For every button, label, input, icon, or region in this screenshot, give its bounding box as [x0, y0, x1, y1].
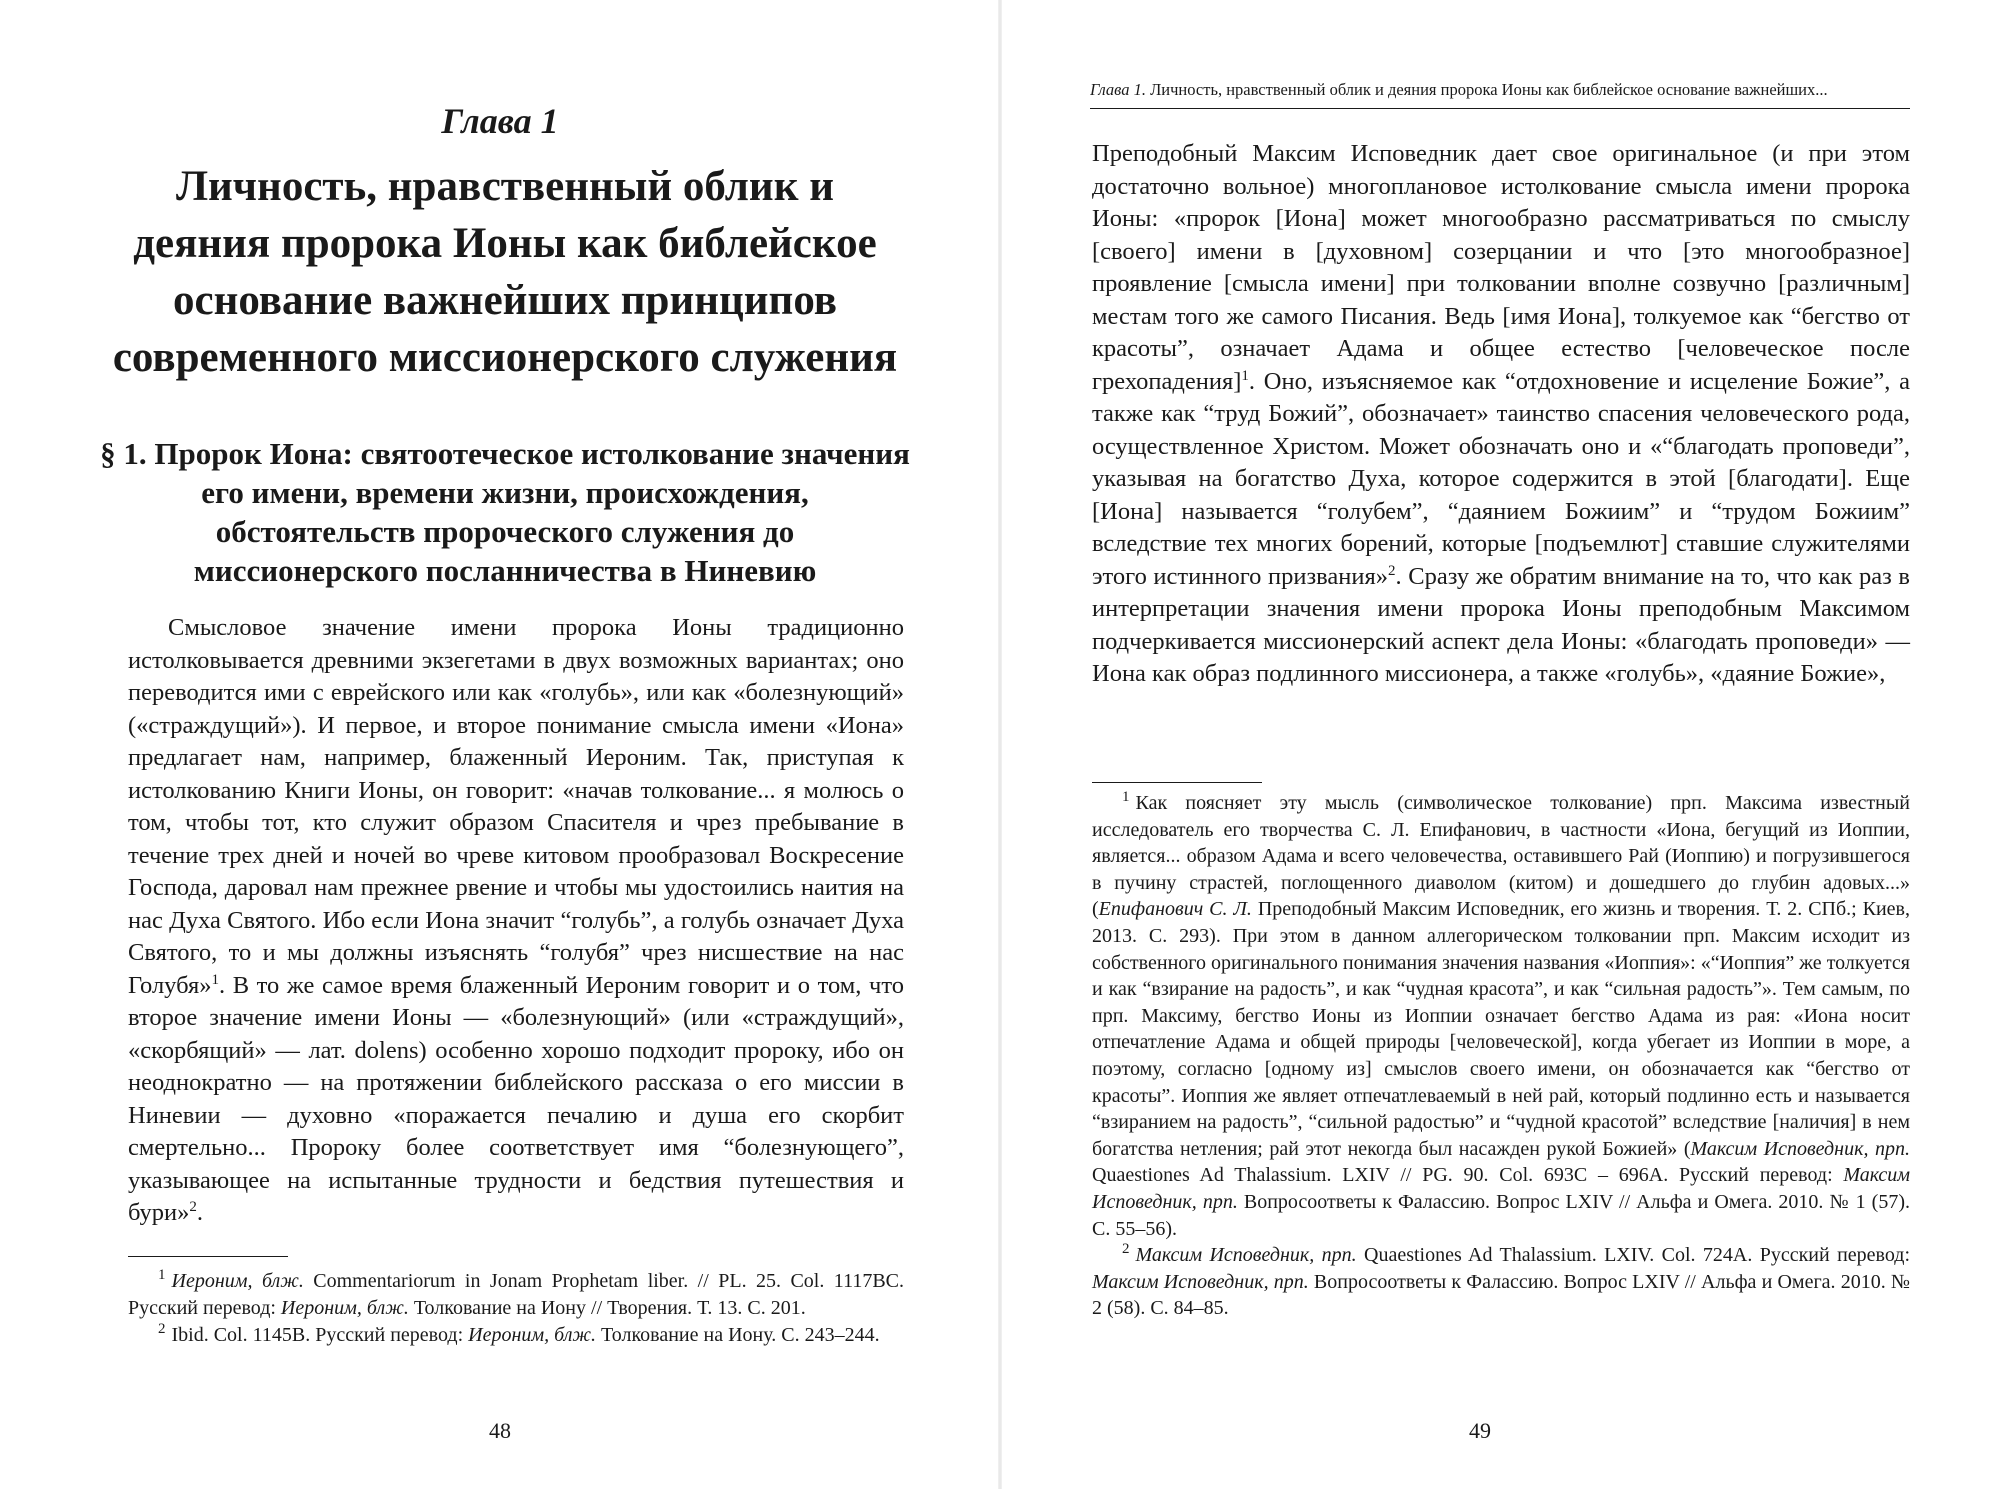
footnote-author: Максим Исповедник, прп.	[1135, 1244, 1357, 1267]
footnote-author: Епифанович С. Л.	[1098, 898, 1252, 921]
footnote	[128, 1322, 904, 1349]
right-body-text-2: . Оно, изъясняемое как “отдохновение и исцеление Божие”, а также как “труд Божий”, обозначает» таинство спасения человеческого рода, осуществленное Христом. Может обозначать оно и «“благодать проповеди”, указывая на богатство Духа, которое содержится в этой [благодати]. Еще [Иона] называется “голубем”, “даянием Божиим” и “трудом Божиим” вследствие тех многих борений, которые [подъемлют] ставшие служителями этого истинного призвания»	[1092, 367, 1910, 590]
page-number: 49	[1469, 1418, 1491, 1443]
footnote-text: Вопросоответы к Фалассию. Вопрос LXIV // Альфа и Омега. 2010. № 1 (57). С. 55–56).	[1092, 1190, 1911, 1240]
footnote-number: 1	[158, 1267, 166, 1284]
footnote-ref-2: 2	[1388, 562, 1396, 579]
running-head	[1090, 80, 1910, 100]
right-body-text-3: . Сразу же обратим внимание на то, что как раз в интерпретации значения имени пророка Ионы преподобным Максимом подчеркивается миссионерский аспект дела Ионы: «благодать проповеди» — Иона как образ подлинного миссионера, а также «голубь», «даяние Божие»,	[1092, 562, 1910, 687]
footnote-author: Максим Исповедник, прп.	[1092, 1270, 1309, 1293]
page-number: 48	[489, 1418, 511, 1443]
left-body-text-3: .	[196, 1199, 204, 1226]
footnote-number: 2	[158, 1321, 166, 1338]
footnote-text: Quaestiones Ad Thalassium. LXIV // PG. 90. Col. 693C – 696A. Русский перевод:	[1092, 1164, 1844, 1187]
footnote	[1092, 1242, 1910, 1322]
footnote-author: Иероним, блж.	[171, 1270, 304, 1292]
footnote	[1092, 790, 1910, 1242]
footnote-text: Quaestiones Ad Thalassium. LXIV. Col. 724A. Русский перевод:	[1356, 1244, 1911, 1267]
footnote-divider	[1092, 782, 1262, 783]
footnote-divider	[128, 1256, 288, 1257]
footnote-text: Преподобный Максим Исповедник, его жизнь и творения. Т. 2. СПб.; Киев, 2013. С. 293). При этом в данном аллегорическом толковании прп. Максим исходит из собственного оригинального понимания значения названия «Иоппия»: «“Иоппия” же толкуется и как “взирание на радость”, и как “чудная красота”, и как “сильная радость”». Тем самым, по прп. Максиму, бегство Ионы из Иоппии означает бегство Адама из рая: «Иона носит отпечатление Адама и общей природы [человеческой], когда убегает из Иоппии в море, а поэтому, согласно [одному из] смыслов своего имени, он обозначается как “бегство от красоты”. Иоппия же являет отпечатлеваемый в ней рай, который подлинно есть и называется “взиранием на радость”, “сильной радостью” и “чудной красотой” вследствие [наличия] в нем богатства нетления; рай этот некогда был насажден рукой Божией» (	[1092, 898, 1910, 1160]
footnote-text: Ibid. Col. 1145B. Русский перевод:	[171, 1324, 469, 1346]
footnote-text: Вопросоответы к Фалассию. Вопрос LXIV // Альфа и Омега. 2010. № 2 (58). С. 84–85.	[1092, 1270, 1910, 1320]
footnote-text: Commentariorum in Jonam Prophetam liber. // PL. 25. Col. 1117BC. Русский перевод:	[128, 1270, 905, 1319]
left-body-text-1: Смысловое значение имени пророка Ионы традиционно истолковывается древними экзегетами в двух возможных вариантах; оно переводится ими с еврейского или как «голубь», или как «болезнующий» («страждущий»). И первое, и второе понимание смысла имени «Иона» предлагает нам, например, блаженный Иероним. Так, приступая к истолкованию Книги Ионы, он говорит: «начав толкование... я молюсь о том, чтобы тот, кто служит образом Спасителя и чрез пребывание в течение трех дней и ночей во чреве китовом прообразовал Воскресение Господа, даровал нам прежнее рвение и чтобы мы удостоились наития на нас Духа Святого. Ибо если Иона значит “голубь”, а голубь означает Духа Святого, то и мы должны изъяснять “голубя” чрез нисшествие на нас Голубя»	[128, 614, 904, 999]
right-page	[1000, 0, 2000, 1489]
footnote	[128, 1268, 904, 1322]
right-footnotes	[1092, 790, 1910, 1322]
footnote-author: Максим Исповедник, прп.	[1690, 1137, 1911, 1160]
footnote-ref-1: 1	[1241, 367, 1249, 384]
footnote-number: 2	[1122, 1241, 1130, 1258]
chapter-title: Личность, нравственный облик и деяния пророка Ионы как библейское основание важнейших принципов современного миссионерского служения	[112, 163, 898, 381]
footnote-author: Иероним, блж.	[468, 1324, 597, 1346]
running-head-chapter: Глава 1.	[1090, 80, 1146, 99]
footnote-text: Толкование на Иону // Творения. Т. 13. С. 201.	[408, 1297, 806, 1319]
running-head-rule	[1090, 108, 1910, 109]
running-head-title: Личность, нравственный облик и деяния пророка Ионы как библейское основание важнейших...	[1145, 80, 1828, 99]
left-body-paragraph	[128, 612, 904, 1230]
chapter-label: Глава 1	[441, 101, 559, 141]
section-title: § 1. Пророк Иона: святоотеческое истолкование значения его имени, времени жизни, происхождения, обстоятельств пророческого служения до миссионерского посланничества в Ниневию	[100, 436, 910, 588]
footnote-author: Иероним, блж.	[280, 1297, 409, 1319]
footnote-ref-2: 2	[189, 1198, 197, 1215]
right-body-text-1: Преподобный Максим Исповедник дает свое оригинальное (и при этом достаточно вольное) многоплановое истолкование смысла имени пророка Ионы: «пророк [Иона] может многообразно рассматриваться по смыслу [своего] имени в [духовном] созерцании и что [это многообразное] проявление [смысла имени] при толковании вполне созвучно [различным] местам того же самого Писания. Ведь [имя Иона], толкуемое как “бегство от красоты”, означает Адама и общее естество [человеческое после грехопадения]	[1092, 140, 1910, 395]
footnote-author: Максим Исповедник, прп.	[1092, 1164, 1910, 1213]
footnote-number: 1	[1122, 789, 1130, 806]
footnote-text: Толкование на Иону. С. 243–244.	[596, 1324, 880, 1346]
left-body-text-2: . В то же самое время блаженный Иероним говорит и о том, что второе значение имени Ионы — «болезнующий» (или «страждущий», «скорбящий» — лат. dolens) особенно хорошо подходит пророку, ибо он неоднократно — на протяжении библейского рассказа о его миссии в Ниневии — духовно «поражается печалию и душа его скорбит смертельно... Пророку более соответствует имя “болезнующего”, указывающее на испытанные трудности и бедствия путешествия и бури»	[128, 971, 904, 1226]
left-footnotes	[128, 1268, 904, 1349]
footnote-ref-1: 1	[211, 971, 219, 988]
footnote-text: Как поясняет эту мысль (символическое толкование) прп. Максима известный исследователь его творчества С. Л. Епифанович, в частности «Иона, бегущий из Иоппии, является... образом Адама и всего человечества, оставившего Рай (Иоппию) и погрузившегося в пучину страстей, поглощенного диаволом (китом) и дошедшего до глубин адовых...» (	[1092, 792, 1910, 921]
right-body-paragraph	[1092, 138, 1910, 691]
